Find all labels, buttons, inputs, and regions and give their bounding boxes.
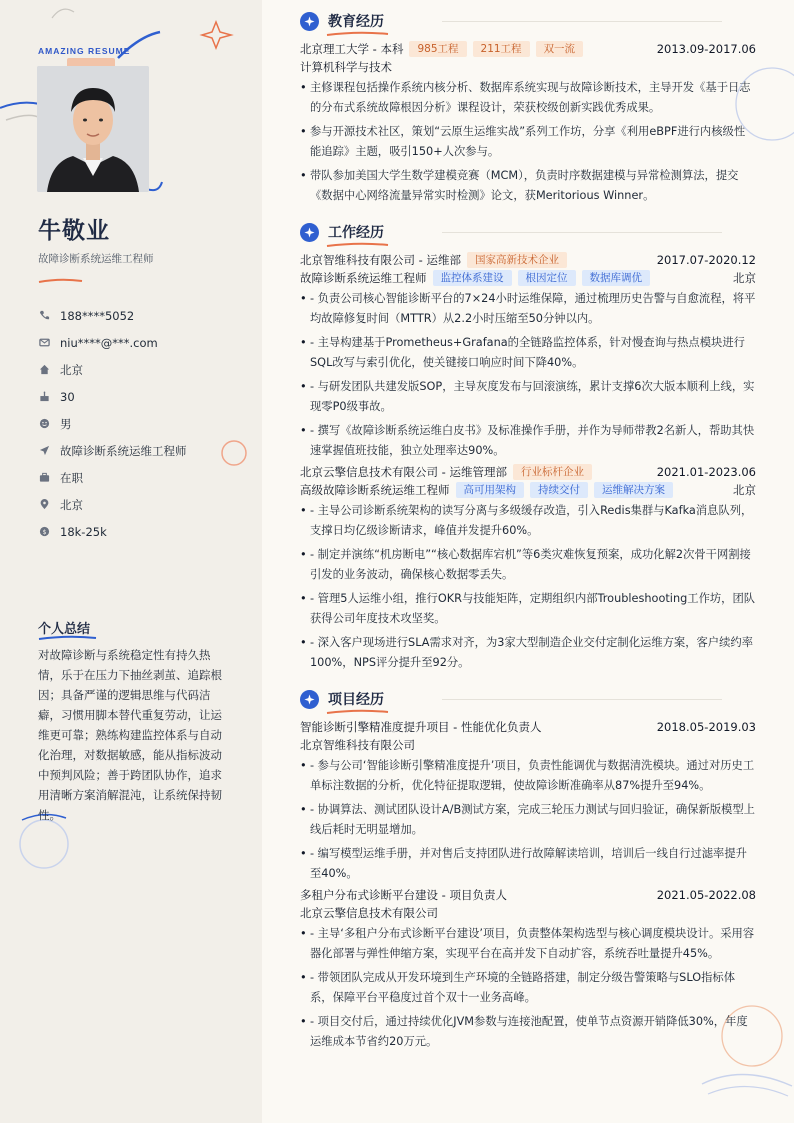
summary-text: 对故障诊断与系统稳定性有持久热情，乐于在压力下抽丝剥茧、追踪根因；具备严谨的逻辑思维与代码洁癖，习惯用脚本替代重复劳动，让运维更可靠；熟练构建监控体系与自动化治理，对数据敏感，能从指标波动中预判风险；善于跨团队协作，追求用清晰方案消解混沌，让系统保持韧性。	[38, 648, 222, 822]
work-date: 2021.01-2023.06	[656, 465, 756, 479]
avatar	[37, 66, 149, 192]
list-item: • - 主导公司诊断系统架构的读写分离与多级缓存改造，引入Redis集群与Kafka消息队列，支撑日均亿级诊断请求，峰值并发提升60%。	[300, 501, 756, 541]
work-bullets	[300, 501, 756, 673]
sidebar	[0, 0, 262, 1123]
project-bullets	[300, 924, 756, 1052]
contact-target-role-value: 故障诊断系统运维工程师	[60, 443, 187, 458]
education-major: 计算机科学与技术	[300, 60, 392, 74]
section-projects-divider	[442, 699, 722, 700]
main-content	[262, 0, 794, 1123]
work-city: 北京	[733, 271, 756, 285]
contact-age	[38, 383, 187, 410]
work-role-tag: 持续交付	[530, 482, 588, 498]
cake-icon	[38, 391, 50, 403]
project-company: 北京云擎信息技术有限公司	[300, 906, 438, 920]
project-date: 2018.05-2019.03	[656, 720, 756, 734]
list-item: • - 主导‘多租户分布式诊断平台建设’项目，负责整体架构选型与核心调度模块设计。采用容器化部署与弹性伸缩方案，实现平台在高并发下自动扩容，系统吞吐量提升45%。	[300, 924, 756, 964]
list-item: • 主修课程包括操作系统内核分析、数据库系统实现与故障诊断技术，主导开发《基于日志的分布式系统故障根因分析》课程设计，荣获校级创新实践优秀成果。	[300, 78, 756, 118]
section-projects-title: 项目经历	[328, 692, 384, 708]
project-bullets	[300, 756, 756, 884]
work-company: 北京云擎信息技术有限公司 - 运维管理部	[300, 465, 507, 479]
education-tag: 双一流	[536, 41, 584, 57]
list-item: • - 制定并演练“机房断电”“核心数据库宕机”等6类灾难恢复预案，成功化解2次骨干网割接引发的业务波动，确保核心数据零丢失。	[300, 545, 756, 585]
list-item: • - 协调算法、测试团队设计A/B测试方案，完成三轮压力测试与回归验证，确保新版模型上线后耗时无明显增加。	[300, 800, 756, 840]
list-item: • - 编写模型运维手册，并对售后支持团队进行故障解读培训，培训后一线自行过滤率提升至40%。	[300, 844, 756, 884]
work-role: 高级故障诊断系统运维工程师	[300, 483, 450, 497]
section-education-underline	[326, 31, 390, 37]
list-item: • 带队参加美国大学生数学建模竞赛（MCM），负责时序数据建模与异常检测算法，提交《数据中心网络流量异常实时检测》论文，获Meritorious Winner。	[300, 166, 756, 206]
section-work-header	[300, 222, 384, 242]
contact-salary	[38, 518, 187, 545]
list-item: • - 深入客户现场进行SLA需求对齐，为3家大型制造企业交付定制化运维方案，客户续约率100%，NPS评分提升至92分。	[300, 633, 756, 673]
work-company-tag: 行业标杆企业	[513, 464, 592, 480]
candidate-name: 牛敬业	[38, 218, 110, 244]
work-role-tag: 根因定位	[518, 270, 576, 286]
education-school: 北京理工大学 - 本科	[300, 42, 404, 56]
education-tag: 211工程	[473, 41, 530, 57]
project-name: 多租户分布式诊断平台建设 - 项目负责人	[300, 888, 507, 902]
brand-label: AMAZING RESUME	[38, 46, 131, 56]
project-entry	[300, 886, 756, 1056]
star-badge-icon	[300, 223, 319, 242]
list-item: • - 管理5人运维小组，推行OKR与技能矩阵，定期组织内部Troubleshooting工作坊，团队获得公司年度技术攻坚奖。	[300, 589, 756, 629]
section-education-title: 教育经历	[328, 14, 384, 30]
work-company: 北京智维科技有限公司 - 运维部	[300, 253, 461, 267]
list-item: • - 项目交付后，通过持续优化JVM参数与连接池配置，使单节点资源开销降低30%，年度运维成本节省约20万元。	[300, 1012, 756, 1052]
work-role-tag: 数据库调优	[582, 270, 651, 286]
project-company: 北京智维科技有限公司	[300, 738, 415, 752]
education-entry	[300, 40, 756, 210]
photo-frame	[37, 66, 149, 192]
list-item: • - 带领团队完成从开发环境到生产环境的全链路搭建，制定分级告警策略与SLO指标体系，保障平台平稳度过首个双十一业务高峰。	[300, 968, 756, 1008]
candidate-title: 故障诊断系统运维工程师	[38, 253, 154, 265]
work-entry	[300, 463, 756, 677]
star-badge-icon	[300, 12, 319, 31]
contact-home	[38, 356, 187, 383]
contact-gender-value: 男	[60, 416, 72, 431]
contact-email-value: niu****@***.com	[60, 335, 158, 350]
work-entry	[300, 251, 756, 465]
name-underline-decoration	[38, 278, 84, 284]
work-date: 2017.07-2020.12	[656, 253, 756, 267]
section-education-header	[300, 11, 384, 31]
list-item: • - 主导构建基于Prometheus+Grafana的全链路监控体系，针对慢查询与热点模块进行SQL改写与索引优化，使关键接口响应时间下降40%。	[300, 333, 756, 373]
work-bullets	[300, 289, 756, 461]
work-role-tag: 运维解决方案	[594, 482, 673, 498]
contact-location	[38, 491, 187, 518]
phone-icon	[38, 310, 50, 322]
section-work-title: 工作经历	[328, 225, 384, 241]
section-work-underline	[326, 242, 390, 248]
work-role: 故障诊断系统运维工程师	[300, 271, 427, 285]
contact-phone	[38, 302, 187, 329]
work-role-tag: 高可用架构	[456, 482, 525, 498]
send-icon	[38, 445, 50, 457]
contact-salary-value: 18k-25k	[60, 524, 107, 539]
contact-status	[38, 464, 187, 491]
contact-home-value: 北京	[60, 362, 83, 377]
money-icon	[38, 526, 50, 538]
work-city: 北京	[733, 483, 756, 497]
project-date: 2021.05-2022.08	[656, 888, 756, 902]
svg-text:$: $	[41, 527, 47, 536]
list-item: • - 负责公司核心智能诊断平台的7×24小时运维保障，通过梳理历史告警与自愈流程，将平均故障修复时间（MTTR）从2.2小时压缩至50分钟以内。	[300, 289, 756, 329]
work-role-tag: 监控体系建设	[433, 270, 512, 286]
briefcase-icon	[38, 472, 50, 484]
section-work-divider	[442, 232, 722, 233]
project-name: 智能诊断引擎精准度提升项目 - 性能优化负责人	[300, 720, 542, 734]
list-item: • - 撰写《故障诊断系统运维白皮书》及标准操作手册，并作为导师带教2名新人，帮助其快速掌握值班技能，独立处理率达90%。	[300, 421, 756, 461]
contact-location-value: 北京	[60, 497, 83, 512]
education-bullets	[300, 78, 756, 206]
list-item: • - 与研发团队共建发版SOP，主导灰度发布与回滚演练，累计支撑6次大版本顺利上线，实现零P0级事故。	[300, 377, 756, 417]
contact-status-value: 在职	[60, 470, 83, 485]
contact-list	[38, 302, 187, 545]
section-education-divider	[442, 21, 722, 22]
star-badge-icon	[300, 690, 319, 709]
list-item: • 参与开源技术社区，策划“云原生运维实战”系列工作坊，分享《利用eBPF进行内核级性能追踪》主题，吸引150+人次参与。	[300, 122, 756, 162]
section-projects-underline	[326, 709, 390, 715]
summary-title: 个人总结	[38, 622, 91, 637]
section-projects-header	[300, 689, 384, 709]
list-item: • - 参与公司‘智能诊断引擎精准度提升’项目，负责性能调优与数据清洗模块。通过对历史工单标注数据的分析，优化特征提取逻辑，使故障诊断准确率从87%提升至94%。	[300, 756, 756, 796]
summary-underline-decoration	[38, 635, 98, 641]
contact-age-value: 30	[60, 389, 75, 404]
contact-email	[38, 329, 187, 356]
contact-phone-value: 188****5052	[60, 308, 135, 323]
smile-icon	[38, 418, 50, 430]
contact-gender	[38, 410, 187, 437]
project-entry	[300, 718, 756, 888]
location-icon	[38, 499, 50, 511]
home-icon	[38, 364, 50, 376]
education-tag: 985工程	[409, 41, 466, 57]
education-date: 2013.09-2017.06	[656, 42, 756, 56]
work-company-tag: 国家高新技术企业	[467, 252, 567, 268]
decoration-circle-orange	[220, 439, 250, 469]
contact-target-role	[38, 437, 187, 464]
mail-icon	[38, 337, 50, 349]
